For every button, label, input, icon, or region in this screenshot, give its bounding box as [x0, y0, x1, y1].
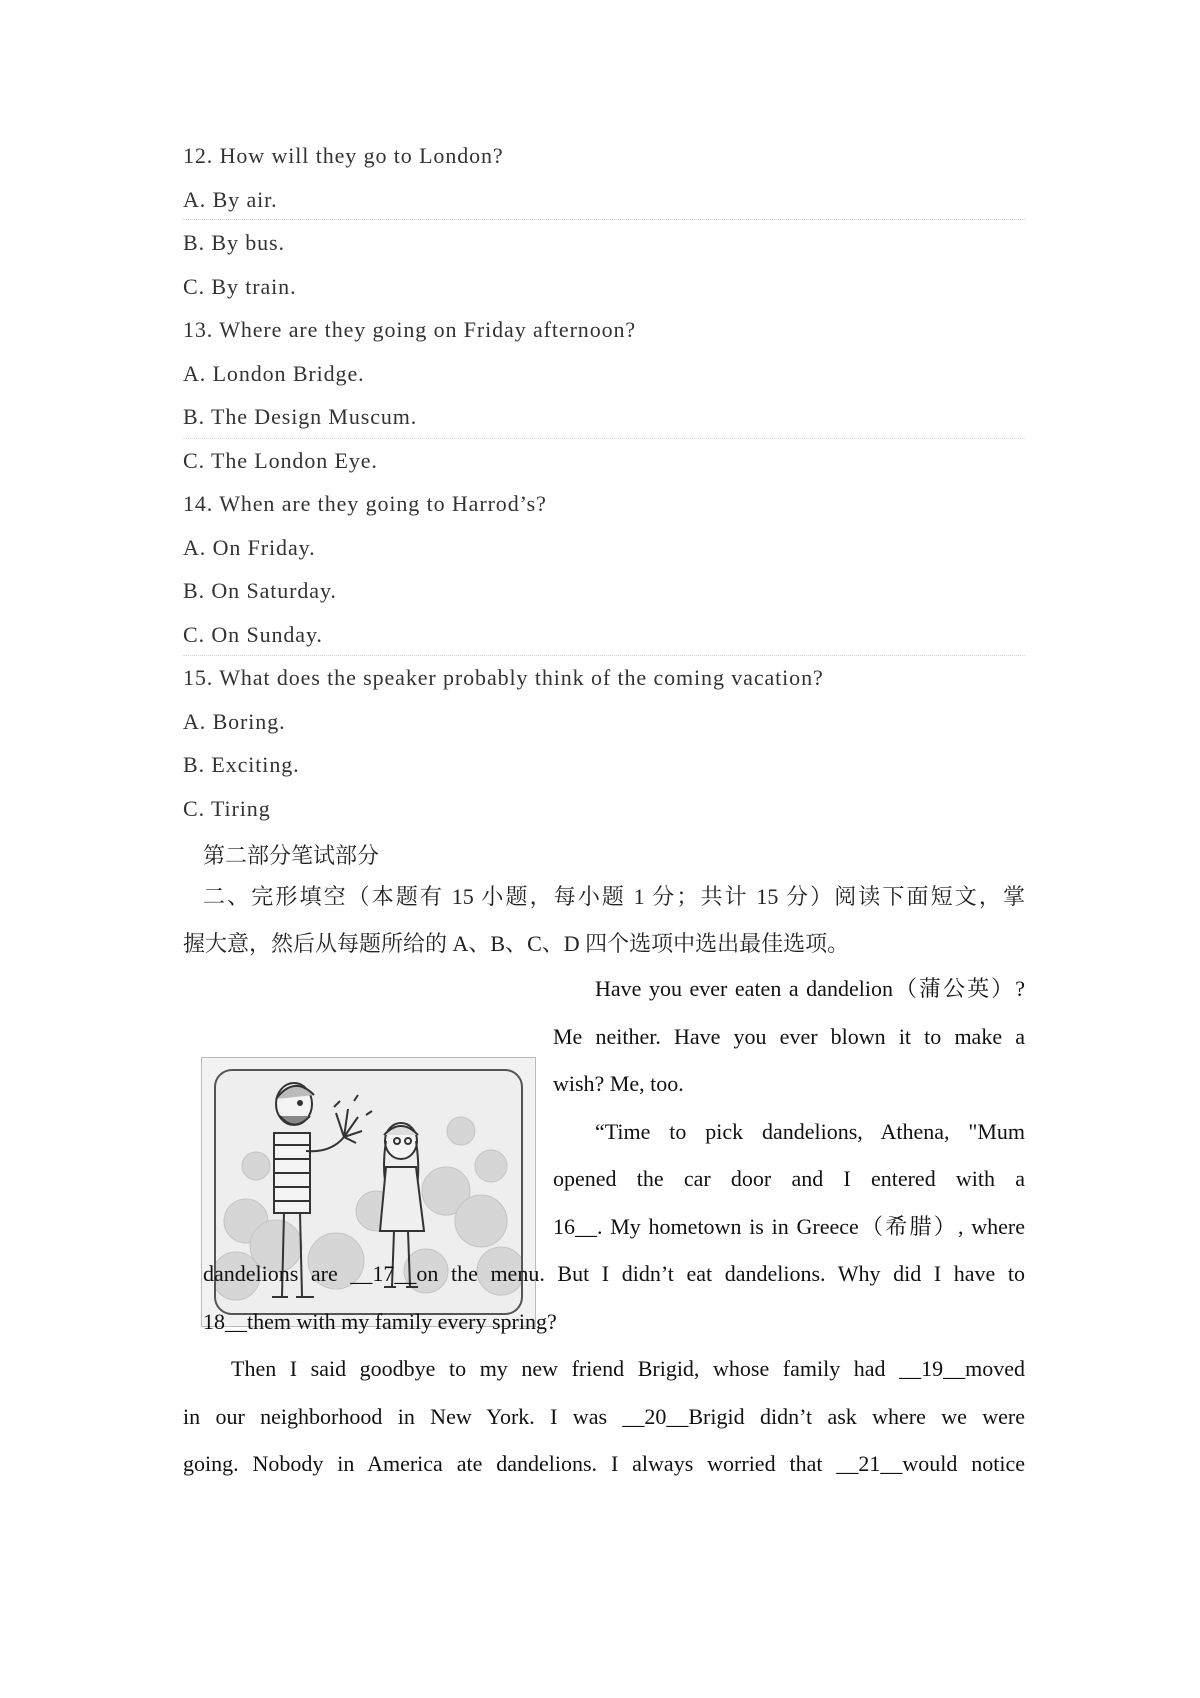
story-line: dandelions are __17__on the menu. But I didn’t eat dandelions. Why did I have to: [203, 1261, 1025, 1286]
story-line: in our neighborhood in New York. I was __20__Brigid didn’t ask where we were: [183, 1403, 1025, 1429]
question-14: 14. When are they going to Harrod’s?: [183, 491, 547, 516]
divider: [183, 219, 1025, 220]
instruction-line-1: 二、完形填空（本题有 15 小题，每小题 1 分；共计 15 分）阅读下面短文，掌: [203, 884, 1025, 909]
story-line: “Time to pick dandelions, Athena, "Mum: [595, 1118, 1025, 1144]
question-12-option-a: A. By air.: [183, 187, 278, 212]
story-line: going. Nobody in America ate dandelions. I always worried that __21__would notice: [183, 1451, 1025, 1476]
question-14-option-a: A. On Friday.: [183, 535, 316, 560]
cloze-instructions: [183, 873, 1025, 967]
question-12-option-b: B. By bus.: [183, 230, 285, 255]
story-line: Then I said goodbye to my new friend Brigid, whose family had __19__moved: [231, 1356, 1025, 1381]
story-line: Have you ever eaten a dandelion（蒲公英）?: [595, 976, 1025, 1001]
instruction-line-2: 握大意，然后从每题所给的 A、B、C、D 四个选项中选出最佳选项。: [183, 931, 850, 956]
question-14-option-c: C. On Sunday.: [183, 622, 323, 647]
question-13: 13. Where are they going on Friday afternoon?: [183, 317, 637, 342]
story-continuation: [203, 1250, 1025, 1345]
question-12: 12. How will they go to London?: [183, 143, 504, 168]
question-15-option-a: A. Boring.: [183, 709, 286, 734]
story-line: 16__. My hometown is in Greece（希腊）, where: [553, 1213, 1025, 1239]
story-paragraph-2: [183, 1345, 1025, 1488]
story-line: 18__them with my family every spring?: [203, 1308, 557, 1334]
story-line: wish? Me, too.: [553, 1071, 684, 1096]
story-line: Me neither. Have you ever blown it to make a: [553, 1023, 1025, 1049]
question-13-option-a: A. London Bridge.: [183, 361, 365, 386]
divider: [183, 438, 1025, 439]
section-title: 第二部分笔试部分: [203, 843, 380, 868]
story-line: opened the car door and I entered with a: [553, 1166, 1025, 1191]
question-12-option-c: C. By train.: [183, 274, 297, 299]
question-14-option-b: B. On Saturday.: [183, 578, 337, 603]
question-15: 15. What does the speaker probably think of the coming vacation?: [183, 665, 824, 690]
story-paragraph-1: [553, 965, 1025, 1250]
question-15-option-b: B. Exciting.: [183, 752, 300, 777]
divider: [183, 655, 1025, 656]
question-15-option-c: C. Tiring: [183, 796, 271, 821]
question-13-option-c: C. The London Eye.: [183, 448, 378, 473]
question-13-option-b: B. The Design Muscum.: [183, 404, 418, 429]
